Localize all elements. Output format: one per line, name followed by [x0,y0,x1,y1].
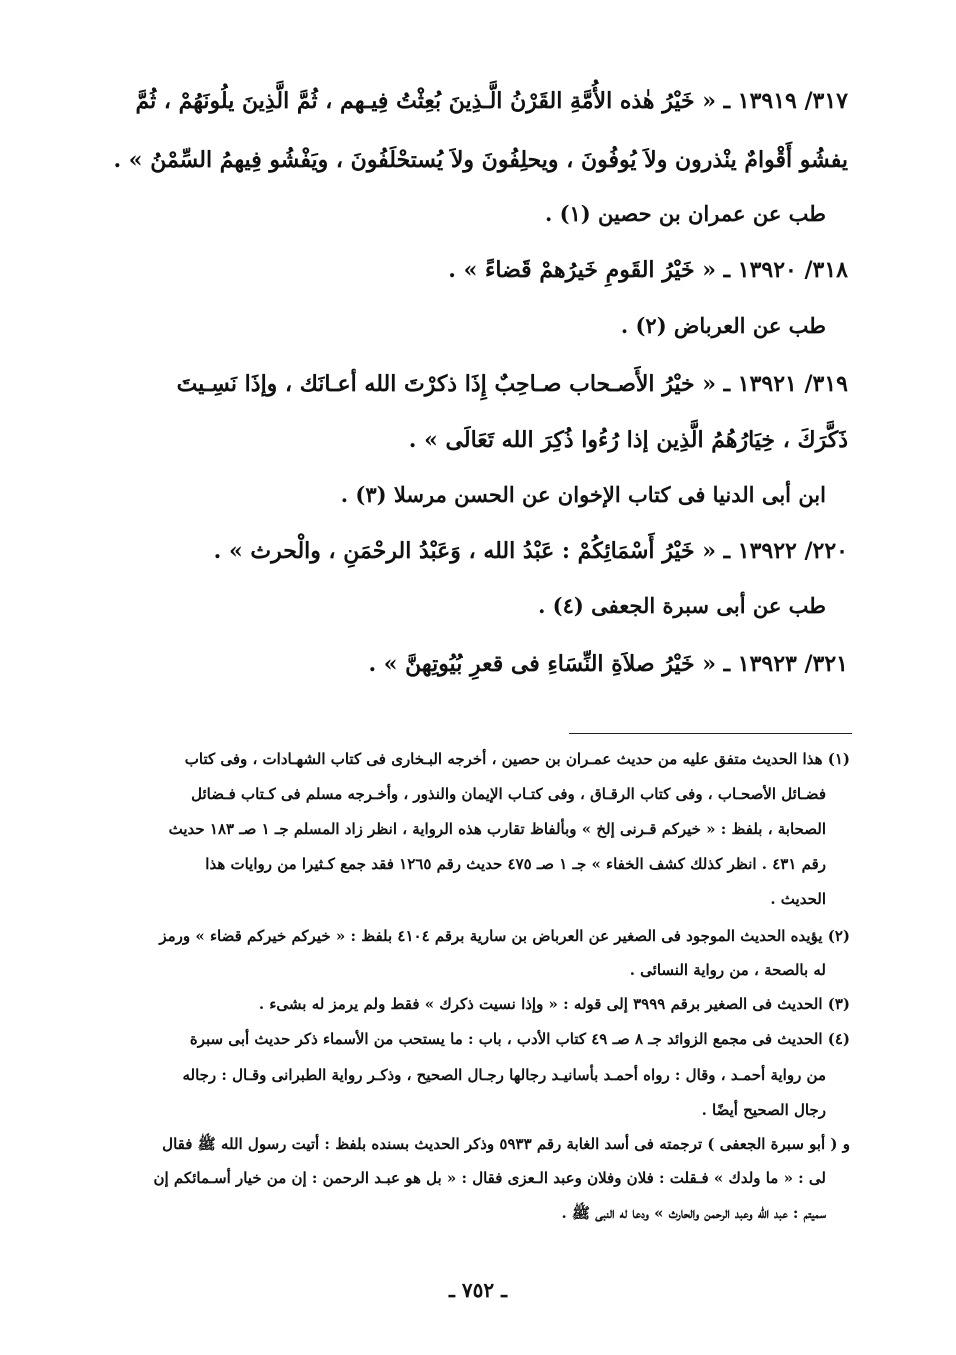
footnote-divider [569,733,852,734]
hadith-317-line-1: ٣١٧/ ١٣٩١٩ ـ « خَيْرُ هٰذه الأُمَّةِ القَرْنُ الَّـذِينَ بُعِثْتُ فِيـهم ، ثُمَّ الَّذِينَ يلُونَهُمْ ، ثُمَّ [135,88,848,114]
hadith-318-source: طب عن العرباض (٢) . [620,313,826,338]
hadith-319-line-1: ٣١٩/ ١٣٩٢١ ـ « خيْرُ الأَصـحاب صـاحِبٌ إِذَا ذكرْتَ الله أعـانَك ، وإذَا نَسِـيتَ [176,371,848,397]
hadith-319-source: ابن أبى الدنيا فى كتاب الإخوان عن الحسن مرسلا (٣) . [340,482,826,507]
footnote-5-line-1: و ( أبو سبرة الجعفى ) ترجمته فى أسد الغابة رقم ٥٩٣٣ وذكر الحديث بسنده بلفظ : أتيت رسول الله ﷺ فقال [162,1135,850,1153]
hadith-317-line-2: يفشُو أَقْوامٌ ينْذرون ولاَ يُوفُونَ ، ويحلِفُونَ ولاَ يُستحْلَفُونَ ، ويَفْشُو فِيهمُ السِّمْنُ » . [113,147,848,173]
footnote-1-line-5: الحديث . [770,890,826,908]
footnote-4-line-3: رجال الصحيح أيضًا . [701,1101,826,1119]
hadith-318-text: ٣١٨/ ١٣٩٢٠ ـ « خَيْرُ القَومِ خَيرُهمْ قَضاءً » . [448,257,848,283]
hadith-320-text: ٢٢٠/ ١٣٩٢٢ ـ « خَيْرُ أَسْمَائِكُمْ : عَبْدُ الله ، وَعَبْدُ الرحْمَنِ ، والْحرث » . [213,538,848,564]
footnote-1-line-2: فضـائل الأصحـاب ، وفى كتاب الرقـاق ، وفى كتـاب الإيمان والنذور ، وأخـرجه مسلم فى كـتاب فـضائل [191,785,826,803]
footnote-4-line-2: من رواية أحمـد ، وقال : رواه أحمـد بأسانيـد رجالها رجـال الصحيح ، وذكـر رواية الطبرانى وقـال : رجاله [182,1066,826,1084]
hadith-319-line-2: ذَكَّرَكَ ، خِيَارُهُمُ الَّذِين إذا رُءُوا ذُكِرَ الله تَعَالَى » . [408,427,848,453]
footnote-1-line-4: رقم ٤٣١ . انظر كذلك كشف الخفاء » جـ ١ صـ ٤٧٥ حديث رقم ١٢٦٥ فقد جمع كـثيرا من روايات هذا [205,855,826,873]
footnote-3-line-1: (٣) الحديث فى الصغير برقم ٣٩٩٩ إلى قوله : « وإذا نسيت ذكرك » فقط ولم يرمز له بشىء . [258,995,850,1013]
footnote-5-line-2: لى : « ما ولدك » فـقلت : فلان وفلان وعبد الـعزى فقال : « بل هو عبـد الرحمن : إن من خيار أسـمائكم إن [153,1169,826,1187]
hadith-320-source: طب عن أبى سبرة الجعفى (٤) . [538,593,826,618]
footnote-2-line-2: له بالصحة ، من رواية النسائى . [629,961,826,979]
footnote-5-line-3: سميتم : عبد الله وعبد الرحمن والحارث » ودعا له النبى ﷺ . [561,1204,826,1222]
hadith-317-source: طب عن عمران بن حصين (١) . [544,201,826,226]
hadith-321-text: ٣٢١/ ١٣٩٢٣ ـ « خَيْرُ صلاَةِ النِّسَاءِ فى قعرِ بُيُوتِهنَّ » . [368,651,848,677]
page-number: ـ ٧٥٢ ـ [449,1278,507,1302]
footnote-4-line-1: (٤) الحديث فى مجمع الزوائد جـ ٨ صـ ٤٩ كتاب الأدب ، باب : ما يستحب من الأسماء ذكر حديث أبى سبرة [189,1030,850,1048]
footnote-2-line-1: (٢) يؤيده الحديث الموجود فى الصغير عن العرباض بن سارية برقم ٤١٠٤ بلفظ : « خيركم خيركم قضاء » ورمز [159,927,850,945]
footnote-1-line-3: الصحابة ، بلفظ : « خيركم قـرنى إلخ » وبألفاظ تقارب هذه الرواية ، انظر زاد المسلم جـ ١ صـ ١٨٣ حديث [168,820,826,838]
footnote-1-line-1: (١) هذا الحديث متفق عليه من حديث عمـران بن حصين ، أخرجه البـخارى فى كتاب الشهـادات ، وفى كتاب [184,750,850,768]
